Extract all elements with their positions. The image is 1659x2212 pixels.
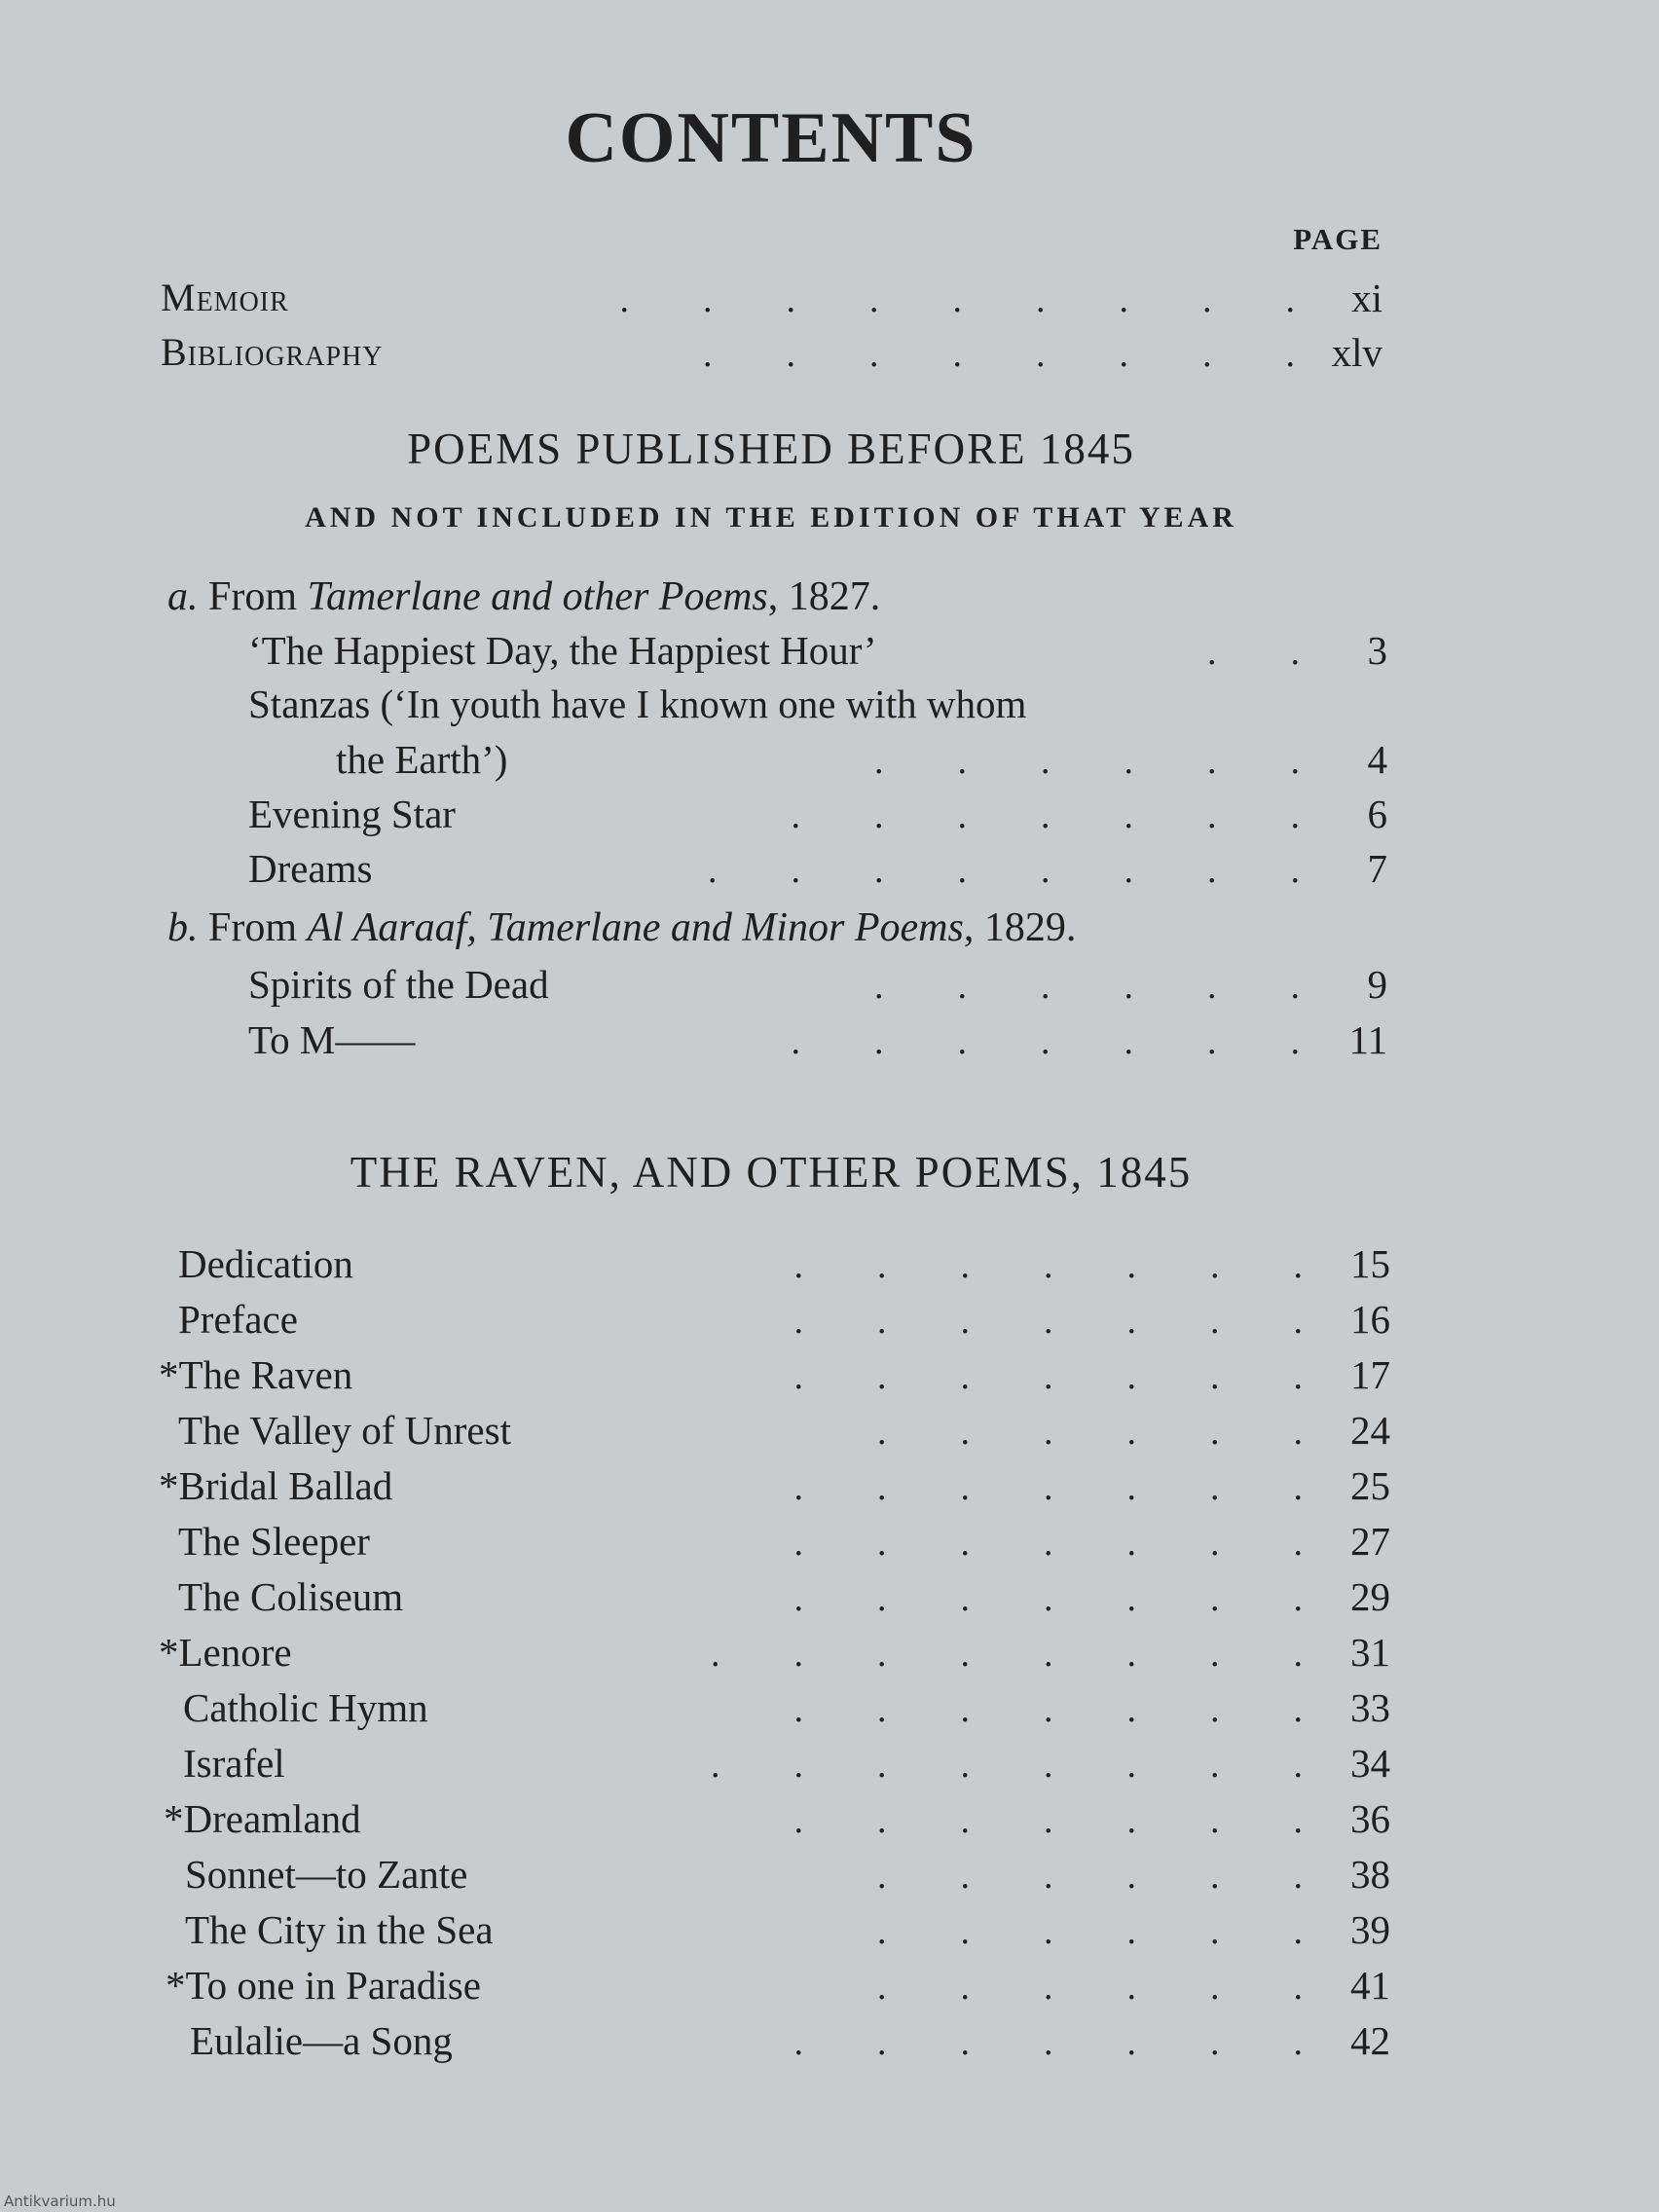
toc-entry-label: The City in the Sea xyxy=(185,1907,494,1952)
section-heading: THE RAVEN, AND OTHER POEMS, 1845 xyxy=(350,1148,1193,1197)
toc-entry-label: Sonnet—to Zante xyxy=(185,1852,468,1897)
group-year: , 1827. xyxy=(767,574,881,619)
toc-entry xyxy=(178,1569,1390,1624)
page-title: CONTENTS xyxy=(565,98,977,178)
toc-entry-label: Evening Star xyxy=(248,792,456,836)
toc-entry xyxy=(178,1403,1390,1457)
toc-entry-label: *The Raven xyxy=(159,1352,353,1397)
toc-entry-bibliography xyxy=(161,325,1382,380)
toc-entry-label: Catholic Hymn xyxy=(183,1685,428,1730)
group-book-title: Al Aaraaf, Tamerlane and Minor Poems xyxy=(307,905,964,950)
toc-entry-page: 39 xyxy=(1350,1907,1390,1952)
toc-entry-page: 33 xyxy=(1350,1685,1390,1730)
page-column-label: PAGE xyxy=(1293,222,1382,256)
leader-dots: . . . . . . . xyxy=(793,1467,1303,1508)
leader-dots: . . . . . . . xyxy=(793,1301,1303,1342)
toc-entry xyxy=(183,1680,1390,1735)
leader-dots: . . . . . . . . . xyxy=(619,279,1295,320)
leader-dots: . . . . . . . xyxy=(791,1021,1300,1062)
group-tag: b. xyxy=(167,905,199,950)
leader-dots: . . . . . . . xyxy=(793,1245,1303,1286)
toc-entry-label: To M—— xyxy=(248,1017,416,1062)
leader-dots: . . . . . . . . xyxy=(711,1745,1303,1786)
toc-entry xyxy=(336,732,1387,787)
leader-dots: . . . . . . xyxy=(877,1856,1303,1897)
group-prefix: From xyxy=(208,574,298,619)
leader-dots: . . . . . . . . xyxy=(708,850,1300,891)
toc-entry-label: Dreams xyxy=(248,846,373,891)
leader-dots: . . . . . . xyxy=(874,966,1300,1007)
toc-entry-label: Spirits of the Dead xyxy=(248,962,549,1007)
toc-entry xyxy=(166,1958,1390,2012)
toc-entry-label: Dedication xyxy=(178,1241,353,1286)
toc-entry-page: 17 xyxy=(1350,1352,1390,1397)
leader-dots: . . . . . . . xyxy=(793,1356,1303,1397)
toc-entry-page: 36 xyxy=(1350,1796,1390,1841)
toc-entry xyxy=(164,1791,1390,1846)
toc-entry-page: 15 xyxy=(1350,1241,1390,1286)
toc-entry xyxy=(190,2013,1390,2068)
toc-entry-label: Eulalie—a Song xyxy=(190,2018,453,2063)
group-prefix: From xyxy=(208,905,298,950)
toc-entry-label: *To one in Paradise xyxy=(166,1963,481,2008)
group-book-title: Tamerlane and other Poems xyxy=(307,574,768,619)
section-subheading: AND NOT INCLUDED IN THE EDITION OF THAT YEAR xyxy=(305,501,1237,534)
toc-entry-page: 6 xyxy=(1367,792,1387,836)
leader-dots: . . . . . . . xyxy=(791,795,1300,836)
toc-entry-page: 38 xyxy=(1350,1852,1390,1897)
toc-entry-label: The Coliseum xyxy=(178,1574,404,1619)
leader-dots: . . . . . . . xyxy=(793,1523,1303,1564)
toc-entry-label: Israfel xyxy=(183,1741,285,1786)
toc-entry xyxy=(185,1902,1390,1957)
leader-dots: . . . . . . . xyxy=(793,1800,1303,1841)
toc-entry-page: xi xyxy=(1351,276,1382,320)
toc-entry-page: 34 xyxy=(1350,1741,1390,1786)
toc-entry-page: 41 xyxy=(1350,1963,1390,2008)
toc-entry-label: Preface xyxy=(178,1297,298,1342)
toc-entry xyxy=(178,1236,1390,1291)
toc-entry xyxy=(178,1514,1390,1568)
leader-dots: . . . . . . . xyxy=(793,1578,1303,1619)
toc-entry-page: 29 xyxy=(1350,1574,1390,1619)
leader-dots: . . . . . . . . xyxy=(703,334,1295,375)
toc-entry xyxy=(248,787,1387,841)
toc-entry xyxy=(248,623,1387,678)
toc-entry-page: 3 xyxy=(1367,628,1387,673)
leader-dots: . . . . . . xyxy=(874,741,1300,782)
watermark: Antikvarium.hu xyxy=(4,2193,116,2210)
toc-entry-label: Bibliography xyxy=(161,330,384,374)
toc-entry-label: *Lenore xyxy=(159,1630,292,1675)
leader-dots: . . . . . . . . xyxy=(711,1634,1303,1675)
group-heading-a xyxy=(167,570,880,624)
toc-entry-page: xlv xyxy=(1331,330,1382,375)
toc-entry-page: 42 xyxy=(1350,2018,1390,2063)
toc-entry-continued xyxy=(248,677,1387,731)
toc-entry xyxy=(183,1736,1390,1790)
toc-entry xyxy=(178,1292,1390,1346)
toc-entry-label: *Bridal Ballad xyxy=(159,1463,393,1508)
toc-entry xyxy=(159,1625,1390,1679)
toc-entry-label: Stanzas (‘In youth have I known one with whom xyxy=(248,682,1027,726)
toc-entry xyxy=(248,1013,1387,1067)
toc-entry-memoir xyxy=(161,271,1382,325)
leader-dots: . . xyxy=(1207,632,1300,673)
toc-entry-page: 16 xyxy=(1350,1297,1390,1342)
leader-dots: . . . . . . . xyxy=(793,2022,1303,2063)
toc-entry-page: 27 xyxy=(1350,1519,1390,1564)
toc-entry xyxy=(248,841,1387,896)
toc-entry-page: 24 xyxy=(1350,1408,1390,1453)
group-tag: a. xyxy=(167,574,199,619)
toc-entry-label: the Earth’) xyxy=(336,737,508,782)
toc-entry-label: The Valley of Unrest xyxy=(178,1408,511,1453)
leader-dots: . . . . . . . xyxy=(793,1689,1303,1730)
toc-entry-label: ‘The Happiest Day, the Happiest Hour’ xyxy=(248,628,877,673)
toc-entry-page: 31 xyxy=(1350,1630,1390,1675)
toc-entry-label: *Dreamland xyxy=(164,1796,361,1841)
toc-entry-page: 7 xyxy=(1367,846,1387,891)
group-heading-b xyxy=(167,901,1076,955)
section-heading: POEMS PUBLISHED BEFORE 1845 xyxy=(407,424,1135,473)
toc-entry-page: 9 xyxy=(1367,962,1387,1007)
toc-entry xyxy=(248,957,1387,1012)
leader-dots: . . . . . . xyxy=(877,1967,1303,2008)
toc-entry-page: 11 xyxy=(1348,1017,1387,1062)
toc-entry-label: Memoir xyxy=(161,276,289,319)
toc-entry-label: The Sleeper xyxy=(178,1519,370,1564)
leader-dots: . . . . . . xyxy=(877,1911,1303,1952)
toc-entry-page: 4 xyxy=(1367,737,1387,782)
toc-entry xyxy=(159,1458,1390,1513)
toc-entry-page: 25 xyxy=(1350,1463,1390,1508)
leader-dots: . . . . . . xyxy=(877,1412,1303,1453)
toc-entry xyxy=(185,1847,1390,1901)
toc-entry xyxy=(159,1347,1390,1402)
group-year: , 1829. xyxy=(963,905,1077,950)
